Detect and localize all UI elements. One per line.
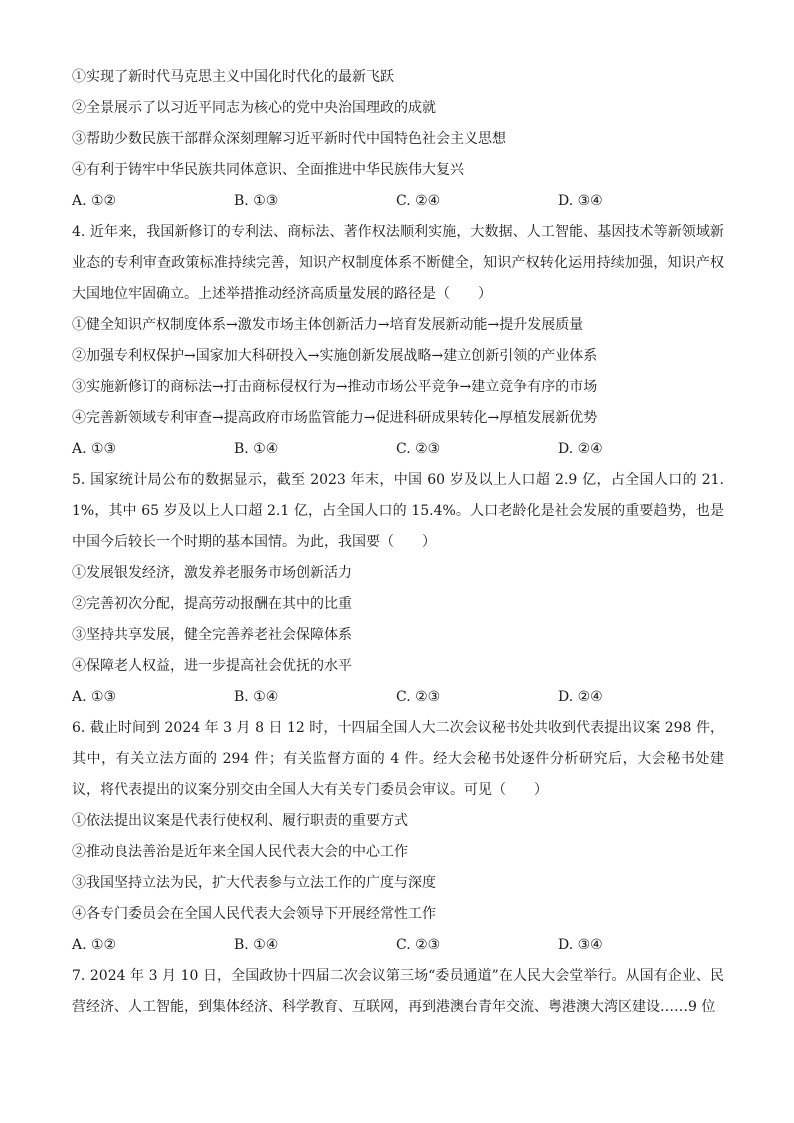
statement: ③实施新修订的商标法→打击商标侵权行为→推动市场公平竞争→建立竞争有序的市场: [72, 379, 598, 395]
option-c: C. ②③: [396, 689, 441, 705]
question-stem: 4. 近年来，我国新修订的专利法、商标法、著作权法顺利实施，大数据、人工智能、基因技术等新领域新业态的专利审查政策标准持续完善，知识产权制度体系不断健全，知识产权转化运用持续加强，知识产权大国地位牢固确立。上述举措推动经济高质量发展的路径是（ ）: [72, 224, 724, 302]
option-b: B. ①③: [234, 193, 279, 209]
option-d: D. ③④: [558, 937, 603, 953]
option-a: A. ①③: [72, 689, 117, 705]
question-5: [72, 465, 724, 713]
question-3: [72, 62, 724, 217]
question-stem: 6. 截止时间到 2024 年 3 月 8 日 12 时，十四届全国人大二次会议秘书处共收到代表提出议案 298 件，其中，有关立法方面的 294 件；有关监督方面的 4 件。经大会秘书处逐件分析研究后，大会秘书处建议，将代表提出的议案分别交由全国人大有关专门委员会审议。可见（ ）: [72, 720, 724, 798]
question-4: [72, 217, 724, 465]
question-stem: 7. 2024 年 3 月 10 日，全国政协十四届二次会议第三场“委员通道”在人民大会堂举行。从国有企业、民营经济、人工智能，到集体经济、科学教育、互联网，再到港澳台青年交流、粤港澳大湾区建设……9 位: [72, 968, 724, 1015]
option-d: D. ③④: [558, 193, 603, 209]
statement: ②完善初次分配，提高劳动报酬在其中的比重: [72, 596, 352, 612]
answer-options: [72, 930, 724, 961]
statement: ①健全知识产权制度体系→激发市场主体创新活力→培育发展新动能→提升发展质量: [72, 317, 584, 333]
statement: ①发展银发经济，激发养老服务市场创新活力: [72, 565, 352, 581]
option-b: B. ①④: [234, 441, 279, 457]
page-content: [72, 62, 724, 1023]
option-a: A. ①②: [72, 193, 117, 209]
question-stem: 5. 国家统计局公布的数据显示，截至 2023 年末，中国 60 岁及以上人口超 2.9 亿，占全国人口的 21.1%，其中 65 岁及以上人口超 2.1 亿，占全国人口的 15.4%。人口老龄化是社会发展的重要趋势，也是中国今后较长一个时期的基本国情。为此，我国要（ ）: [72, 472, 724, 550]
option-d: D. ②④: [558, 441, 603, 457]
option-a: A. ①③: [72, 441, 117, 457]
statement: ①实现了新时代马克思主义中国化时代化的最新飞跃: [72, 69, 394, 85]
option-c: C. ②④: [396, 193, 441, 209]
statement: ③坚持共享发展，健全完善养老社会保障体系: [72, 627, 352, 643]
option-d: D. ②④: [558, 689, 603, 705]
question-6: [72, 713, 724, 961]
statement: ③我国坚持立法为民，扩大代表参与立法工作的广度与深度: [72, 875, 436, 891]
statement: ②全景展示了以习近平同志为核心的党中央治国理政的成就: [72, 100, 436, 116]
answer-options: [72, 434, 724, 465]
option-c: C. ②③: [396, 937, 441, 953]
option-c: C. ②③: [396, 441, 441, 457]
statement: ④有利于铸牢中华民族共同体意识、全面推进中华民族伟大复兴: [72, 162, 464, 178]
statement: ④完善新领域专利审查→提高政府市场监管能力→促进科研成果转化→厚植发展新优势: [72, 410, 598, 426]
statement: ④各专门委员会在全国人民代表大会领导下开展经常性工作: [72, 906, 436, 922]
statement: ②加强专利权保护→国家加大科研投入→实施创新发展战略→建立创新引领的产业体系: [72, 348, 598, 364]
answer-options: [72, 682, 724, 713]
statement: ③帮助少数民族干部群众深刻理解习近平新时代中国特色社会主义思想: [72, 131, 506, 147]
option-a: A. ①②: [72, 937, 117, 953]
statement: ②推动良法善治是近年来全国人民代表大会的中心工作: [72, 844, 408, 860]
option-b: B. ①④: [234, 689, 279, 705]
answer-options: [72, 186, 724, 217]
option-b: B. ①④: [234, 937, 279, 953]
question-7: [72, 961, 724, 1023]
statement: ④保障老人权益，进一步提高社会优抚的水平: [72, 658, 352, 674]
statement: ①依法提出议案是代表行使权利、履行职责的重要方式: [72, 813, 408, 829]
